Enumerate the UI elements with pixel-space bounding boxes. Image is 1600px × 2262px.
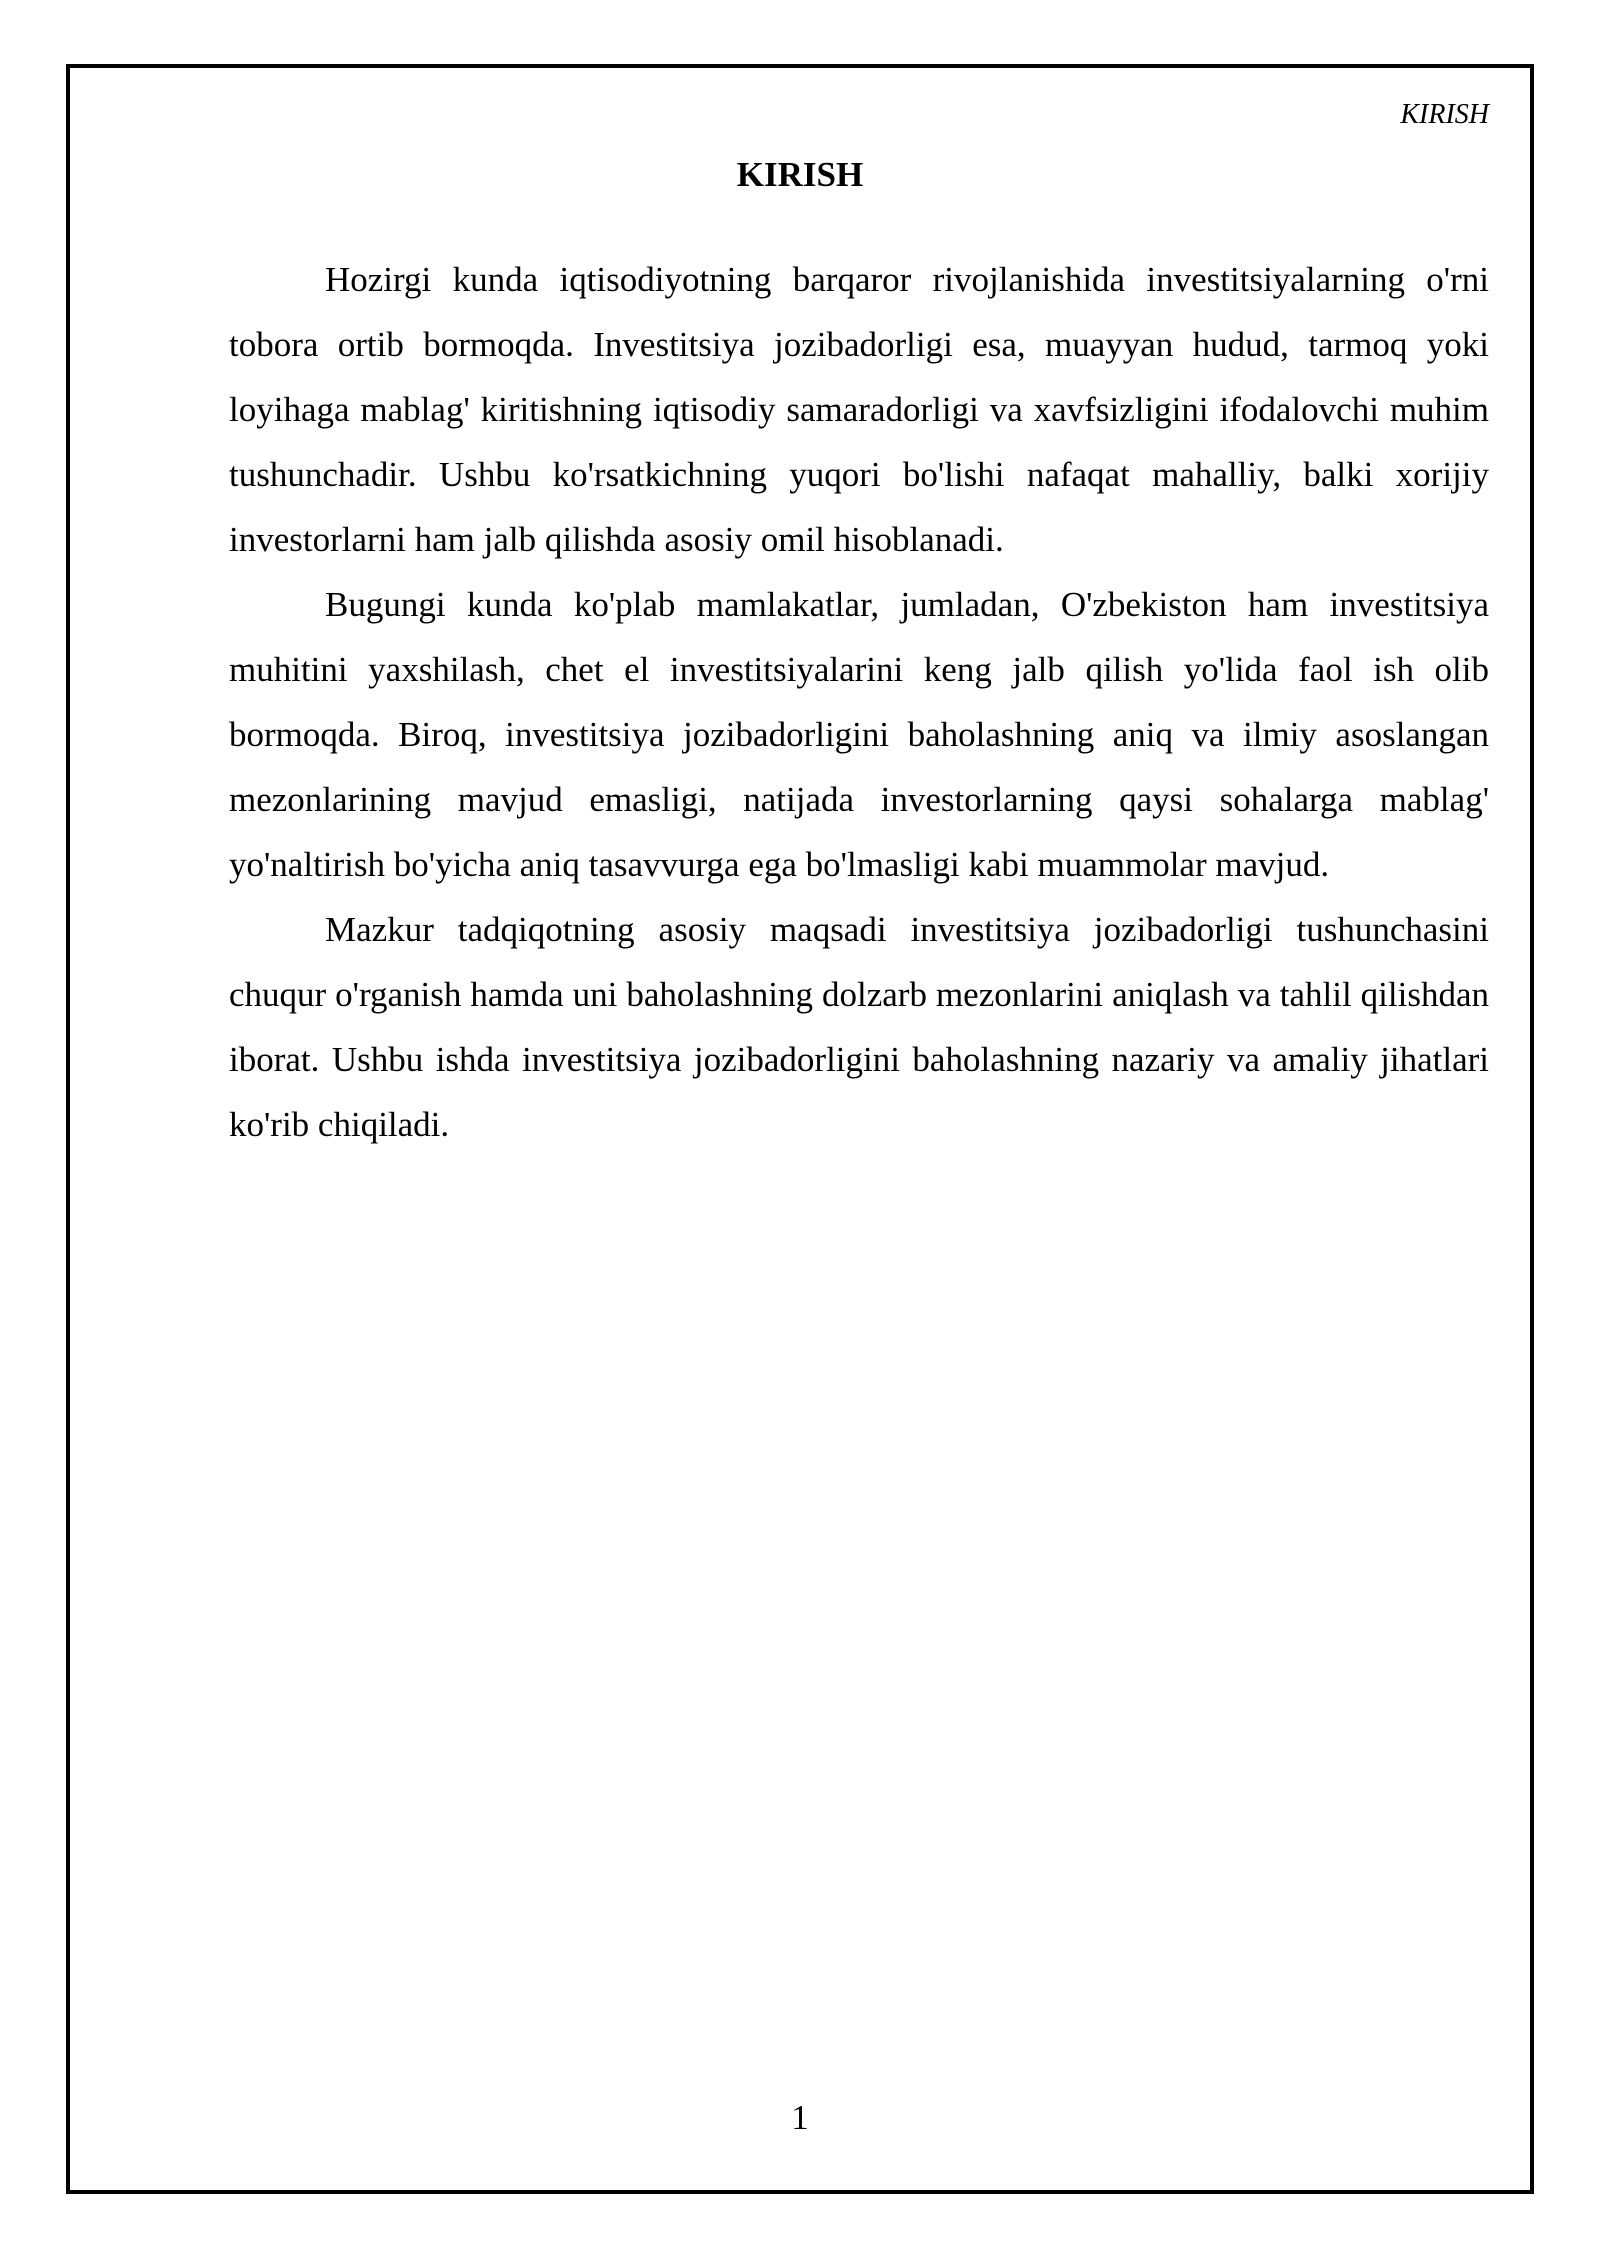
running-header: KIRISH [1400, 99, 1489, 130]
page-title: KIRISH [736, 155, 864, 194]
paragraph: Bugungi kunda ko'plab mamlakatlar, jumladan, O'zbekiston ham investitsiya muhitini yaxshilash, chet el investitsiyalarini keng jalb qilish yo'lida faol ish olib bormoqda. Biroq, investitsiya jozibadorligini baholashning aniq va ilmiy asoslangan mezonlarining mavjud emasligi, natijada investorlarning qaysi sohalarga mablag' yo'naltirish bo'yicha aniq tasavvurga ega bo'lmasligi kabi muammolar mavjud. [229, 585, 1489, 884]
paragraph: Hozirgi kunda iqtisodiyotning barqaror rivojlanishida investitsiyalarning o'rni tobora ortib bormoqda. Investitsiya jozibadorligi esa, muayyan hudud, tarmoq yoki loyihaga mablag' kiritishning iqtisodiy samaradorligi va xavfsizligini ifodalovchi muhim tushunchadir. Ushbu ko'rsatkichning yuqori bo'lishi nafaqat mahalliy, balki xorijiy investorlarni ham jalb qilishda asosiy omil hisoblanadi. [229, 260, 1489, 559]
paragraph: Mazkur tadqiqotning asosiy maqsadi investitsiya jozibadorligi tushunchasini chuqur o'rganish hamda uni baholashning dolzarb mezonlarini aniqlash va tahlil qilishdan iborat. Ushbu ishda investitsiya jozibadorligini baholashning nazariy va amaliy jihatlari ko'rib chiqiladi. [229, 910, 1489, 1144]
body-text [229, 247, 1489, 1157]
page-number: 1 [791, 2098, 809, 2137]
